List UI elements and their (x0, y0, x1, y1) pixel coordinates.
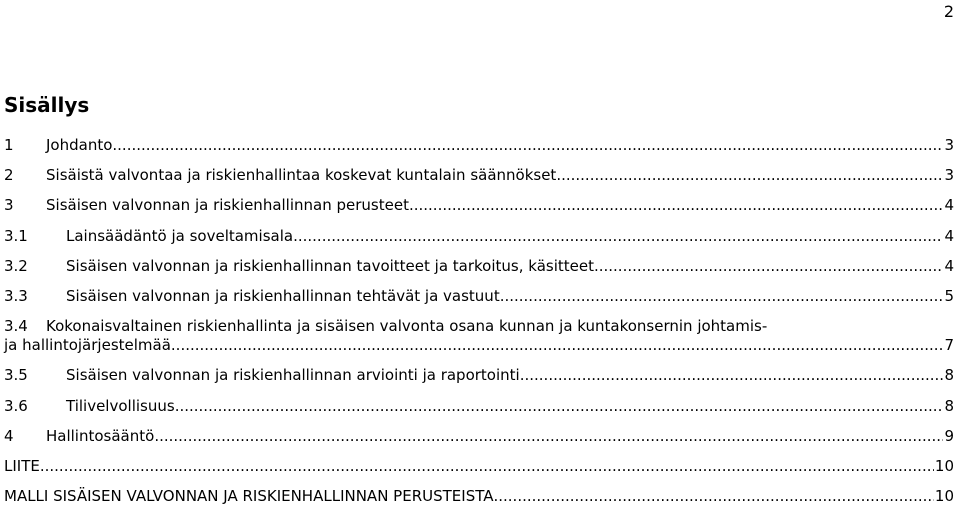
dot-leader (409, 196, 943, 215)
dot-leader (154, 427, 943, 446)
toc-entry-number: 3.4 (4, 317, 28, 336)
toc-entry-label: Hallintosääntö (46, 426, 155, 445)
toc-entry-3-4[interactable] (4, 317, 954, 355)
toc-entry-number: 3.5 (4, 366, 28, 385)
dot-leader (500, 287, 944, 306)
dot-leader (293, 227, 943, 246)
toc-entry-page: 8 (944, 366, 954, 385)
toc-entry-label-continued: ja hallintojärjestelmää (4, 336, 171, 355)
toc-entry-page: 4 (944, 226, 954, 245)
toc-title: Sisällys (4, 93, 90, 117)
toc-entry-label: Tilivelvollisuus (66, 396, 175, 415)
toc-entry-3[interactable] (4, 196, 954, 215)
toc-entry-page: 10 (934, 456, 954, 475)
toc-entry-number: 3.1 (4, 226, 28, 245)
toc-entry-number: 3.6 (4, 396, 28, 415)
toc-entry-number: 3.2 (4, 256, 28, 275)
toc-entry-label: MALLI SISÄISEN VALVONNAN JA RISKIENHALLINNAN PERUSTEISTA (4, 487, 494, 506)
toc-entry-label: LIITE (4, 456, 40, 475)
toc-entry-label: Sisäisen valvonnan ja riskienhallinnan tavoitteet ja tarkoitus, käsitteet (66, 256, 594, 275)
dot-leader (112, 136, 943, 155)
toc-entry-liite[interactable] (4, 457, 954, 476)
toc-entry-label: Sisäisen valvonnan ja riskienhallinnan tehtävät ja vastuut (66, 286, 500, 305)
toc-entry-page: 8 (944, 396, 954, 415)
toc-entry-label: Johdanto (46, 136, 113, 154)
toc-entry-2[interactable] (4, 166, 954, 185)
toc-entry-label: Kokonaisvaltainen riskienhallinta ja sisäisen valvonta osana kunnan ja kuntakonsernin johtamis- (46, 317, 768, 336)
toc-entry-number: 2 (4, 166, 14, 185)
toc-entry-1[interactable] (4, 136, 954, 155)
toc-entry-label: Sisäistä valvontaa ja riskienhallintaa koskevat kuntalain säännökset (46, 166, 557, 185)
dot-leader (556, 166, 943, 185)
toc-entry-label: Lainsäädäntö ja soveltamisala (66, 226, 294, 245)
toc-entry-page: 3 (944, 166, 954, 185)
toc-entry-number: 3.3 (4, 286, 28, 305)
toc-entry-3-2[interactable] (4, 257, 954, 276)
toc-entry-page: 9 (944, 426, 954, 445)
page-number: 2 (943, 2, 954, 21)
dot-leader (493, 487, 933, 506)
dot-leader (171, 336, 944, 355)
toc-entry-label: Sisäisen valvonnan ja riskienhallinnan arviointi ja raportointi (66, 366, 520, 385)
dot-leader (594, 257, 943, 276)
toc-entry-number: 3 (4, 196, 14, 215)
toc-entry-malli[interactable] (4, 487, 954, 506)
dot-leader (175, 397, 944, 416)
toc-entry-page: 4 (944, 196, 954, 215)
toc-entry-3-5[interactable] (4, 366, 954, 385)
toc-entry-3-6[interactable] (4, 397, 954, 416)
toc-entry-page: 5 (944, 286, 954, 305)
toc-entry-page: 10 (934, 487, 954, 506)
toc-entry-number: 4 (4, 426, 14, 445)
toc-entry-3-3[interactable] (4, 287, 954, 306)
toc-entry-label: Sisäisen valvonnan ja riskienhallinnan perusteet (46, 196, 409, 215)
toc-entry-number: 1 (4, 136, 14, 154)
toc-entry-3-1[interactable] (4, 227, 954, 246)
toc-entry-page: 4 (944, 256, 954, 275)
table-of-contents (4, 136, 954, 517)
dot-leader (520, 366, 944, 385)
dot-leader (40, 457, 934, 476)
toc-entry-page: 7 (944, 336, 954, 355)
toc-entry-page: 3 (944, 136, 954, 154)
toc-entry-4[interactable] (4, 427, 954, 446)
